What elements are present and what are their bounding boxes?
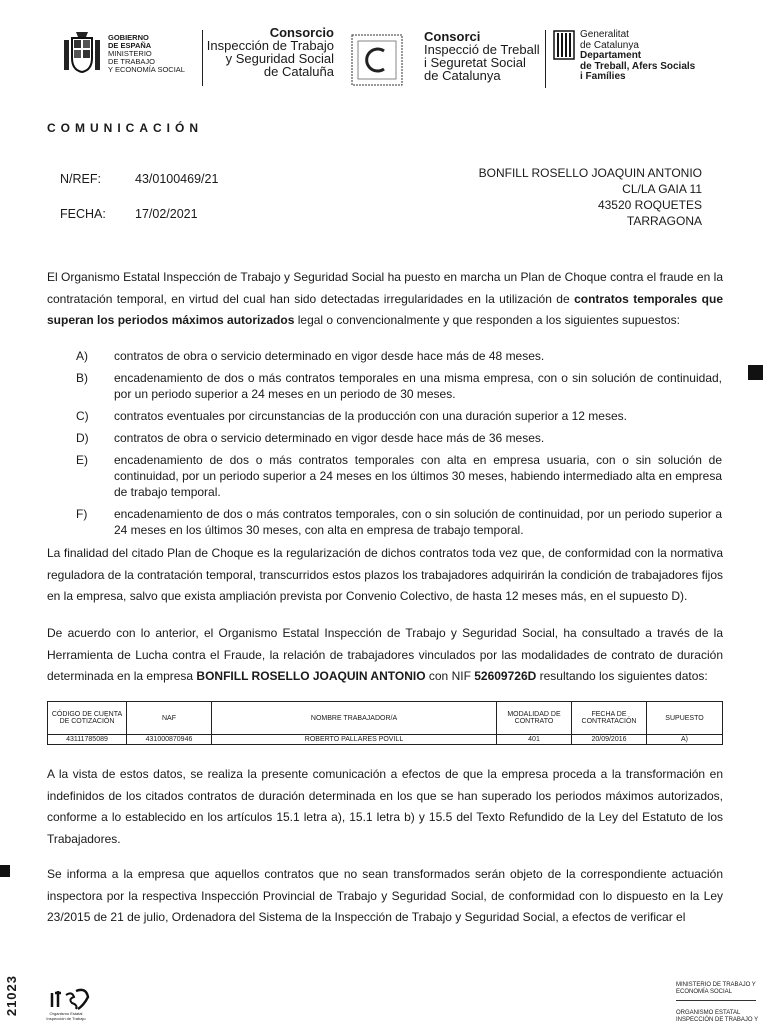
address-line: TARRAGONA [626,214,702,228]
gobierno-line: DE ESPAÑA [108,41,152,50]
table-row [48,735,723,745]
list-text: encadenamiento de dos o más contratos temporales en una misma empresa, con o sin solución de continuidad, por un periodo superior a 24 meses en un periodo de 30 meses. [114,371,722,401]
ref-label: N/REF: [60,172,101,186]
list-text: contratos de obra o servicio determinado en vigor desde hace más de 48 meses. [114,349,545,363]
itss-caption-line: Inspección de Trabajo [46,1015,86,1021]
footer-line: ECONOMÍA SOCIAL [676,989,733,995]
consorci-line: Inspecció de Treball [424,42,540,57]
generalitat-logo-icon [553,30,575,60]
para-text: legal o convencionalmente y que responden a los siguientes supuestos: [294,313,680,327]
list-text: contratos eventuales por circunstancias de la producción con una duración superior a 12 meses. [114,409,627,423]
generalitat-line: i Famílies [580,71,626,82]
list-text: encadenamiento de dos o más contratos temporales con alta en empresa usuaria, con o sin solución de continuidad, por un periodo superior a 24 meses en los últimos 30 meses, habiendo intermediado alta en empresa de trabajo temporal. [114,453,722,499]
document-title: COMUNICACIÓN [47,121,203,135]
address-line: 43520 ROQUETES [597,198,702,212]
gobierno-line: GOBIERNO [108,33,149,42]
list-letter: F) [76,507,88,521]
address-line: BONFILL ROSELLO JOAQUIN ANTONIO [478,166,702,180]
list-item [76,408,722,424]
ministerio-line: DE TRABAJO [108,57,155,66]
scan-mark [0,865,10,877]
table-header-cell: FECHA DE CONTRATACIÓN [572,702,647,735]
table-cell: 43111785089 [48,735,127,745]
gobierno-espana-text [108,34,185,74]
ministerio-line: Y ECONOMÍA SOCIAL [108,65,185,74]
consorci-ca-text [424,30,540,82]
para-text: De acuerdo con lo anterior, el Organismo Estatal Inspección de Trabajo y Seguridad Social, ha consultado a través de la Herramienta de Lucha contra el Fraude, la relación de trabajadores vinculados por las modalidades de contrato de duración determinada en la empresa [47,626,723,683]
para-text: resultando los siguientes datos: [536,669,708,683]
para-text: con NIF [425,669,475,683]
actuacion-paragraph: Se informa a la empresa que aquellos contratos que no sean transformados serán objeto de la correspondiente actuación inspectora por la respectiva Inspección Provincial de Trabajo y Seguridad Social, de conformidad con lo dispuesto en la Ley 23/2015 de 21 de julio, Ordenadora del Sistema de la Inspección de Trabajo y Seguridad Social, a efectos de verificar el [47,867,723,924]
divider [202,30,203,86]
address-line: CL/LA GAIA 11 [622,182,702,196]
consorcio-line: de Cataluña [263,64,334,79]
table-cell: 401 [497,735,572,745]
table-header-cell: CÓDIGO DE CUENTA DE COTIZACIÓN [48,702,127,735]
consorcio-es-text [204,26,334,78]
ministerio-line: MINISTERIO [108,49,152,58]
table-cell: ROBERTO PALLARES POVILL [212,735,497,745]
list-letter: C) [76,409,89,423]
company-name: BONFILL ROSELLO JOAQUIN ANTONIO [196,669,426,683]
consorci-line: i Seguretat Social [424,55,526,70]
consorci-line: Consorci [424,29,481,44]
consorcio-line: Consorcio [269,25,334,40]
list-item [76,370,722,402]
table-header-cell: NAF [127,702,212,735]
footer-line: INSPECCIÓN DE TRABAJO Y [676,1017,759,1023]
list-text: contratos de obra o servicio determinado en vigor desde hace más de 36 meses. [114,431,545,445]
spain-coat-of-arms-icon [62,30,102,78]
generalitat-line: Departament [580,50,642,61]
footer-line: ORGANISMO ESTATAL [676,1010,741,1016]
footer-divider [676,1000,756,1001]
list-item [76,452,722,500]
generalitat-text [580,30,695,83]
transformacion-paragraph: A la vista de estos datos, se realiza la presente comunicación a efectos de que la empresa proceda a la transformación en indefinidos de los citados contratos de duración determinada en los que se han superado los periodos máximos autorizados, conforme a lo establecido en los artículos 15.1 letra a), 15.1 letra b) y 15.5 del Texto Refundido de la Ley del Estatuto de los Trabajadores. [47,767,723,846]
table-header-cell: NOMBRE TRABAJADOR/A [212,702,497,735]
table-header-cell: SUPUESTO [647,702,723,735]
scan-mark [748,365,763,380]
finalidad-paragraph: La finalidad del citado Plan de Choque es la regularización de dichos contratos toda vez que, de conformidad con la normativa reguladora de la contratación temporal, transcurridos estos plazos los trabajadores adquirirán la condición de trabajadores fijos en la empresa, salvo que exista ampliación prevista por Convenio Colectivo, de hasta 12 meses más, en el supuesto D). [47,546,723,603]
list-letter: D) [76,431,89,445]
consorci-c-logo-icon [350,33,404,87]
ref-value: 43/0100469/21 [135,172,219,186]
consorcio-line: Inspección de Trabajo [206,38,334,53]
side-page-number: 21023 [4,975,19,1017]
list-item [76,348,722,364]
intro-paragraph [47,267,723,332]
generalitat-line: Generalitat [580,29,629,40]
consorci-line: de Catalunya [424,68,501,83]
generalitat-line: de Treball, Afers Socials [580,60,696,72]
table-cell: A) [647,735,723,745]
footer-ministerio [676,982,756,996]
supuestos-list [76,348,722,543]
list-letter: A) [76,349,88,363]
workers-table [47,701,723,745]
itss-caption [46,1012,86,1021]
recipient-address [479,165,702,229]
itss-caption-line: Organismo Estatal [49,1011,83,1016]
list-letter: E) [76,453,88,467]
table-header-row [48,702,723,735]
date-label: FECHA: [60,207,106,221]
generalitat-line: de Catalunya [580,39,639,51]
nif-value: 52609726D [474,669,537,683]
table-cell: 431000870946 [127,735,212,745]
consorcio-line: y Seguridad Social [225,51,334,66]
list-item [76,430,722,446]
divider [545,30,546,88]
date-value: 17/02/2021 [135,207,198,221]
table-cell: 20/09/2016 [572,735,647,745]
footer-organismo [676,1010,758,1024]
para-bold: contratos temporales que superan los periodos máximos autorizados [47,291,724,327]
list-letter: B) [76,371,88,385]
list-item [76,506,722,538]
table-header-cell: MODALIDAD DE CONTRATO [497,702,572,735]
para-text: El Organismo Estatal Inspección de Trabajo y Seguridad Social ha puesto en marcha un Plan de Choque contra el fraude en la contratación temporal, en virtud del cual han sido detectadas irregularidades en la utilización de [47,270,723,306]
footer-line: MINISTERIO DE TRABAJO Y [676,982,756,988]
list-text: encadenamiento de dos o más contratos temporales, con o sin solución de continuidad, por un periodo superior a 24 meses en los últimos 30 meses, con alta en empresa de trabajo temporal. [114,507,722,537]
consulta-paragraph [47,623,723,688]
